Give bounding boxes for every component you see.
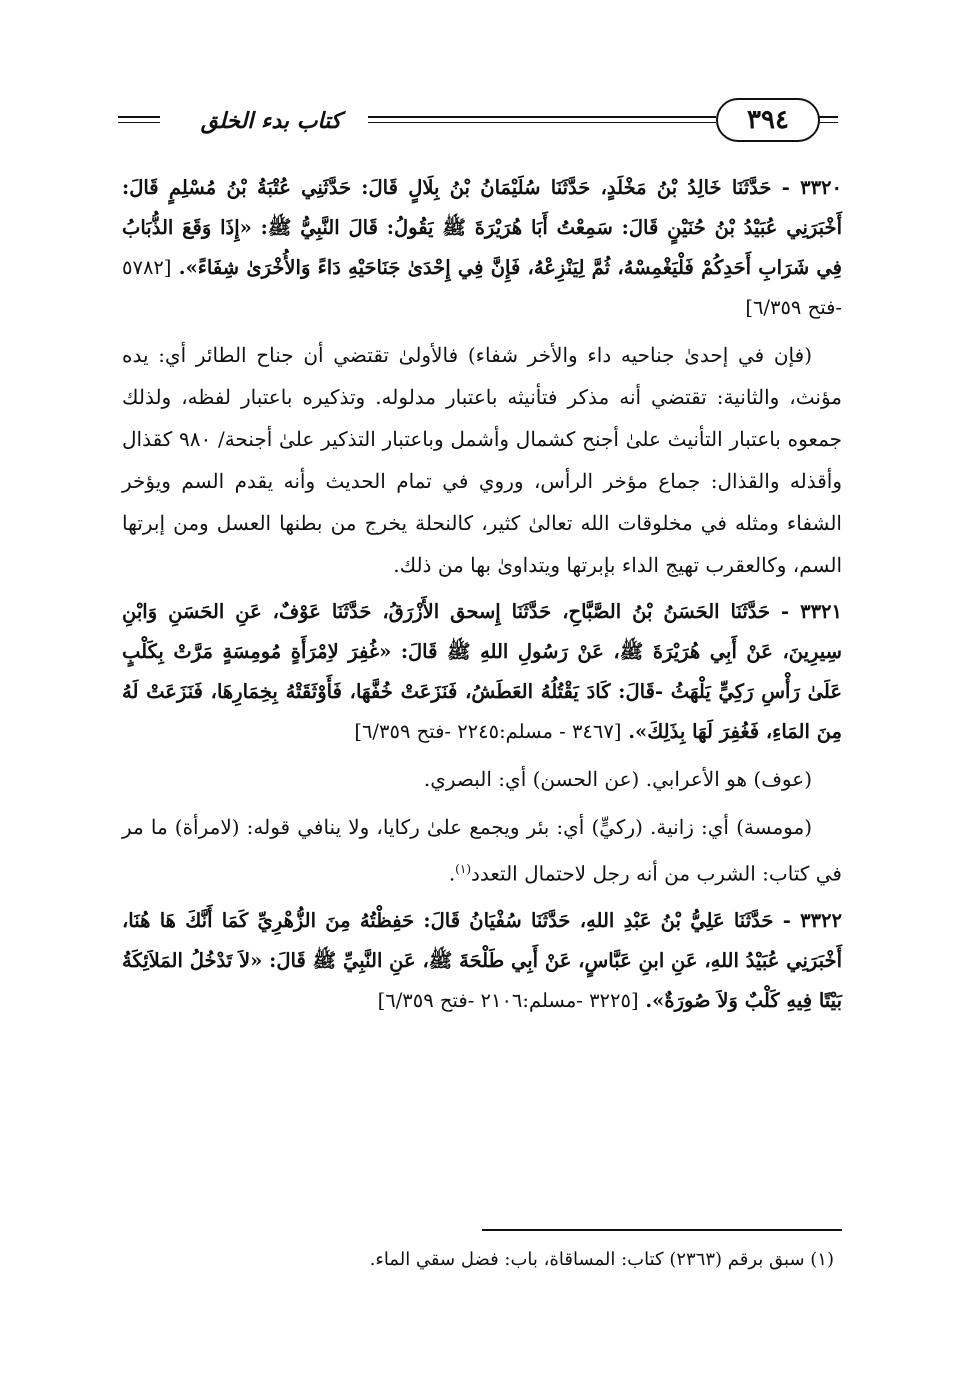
- hadith-3322-reference: [٣٢٢٥ -مسلم:٢١٠٦ -فتح ٦/٣٥٩]: [377, 988, 639, 1012]
- running-header: [118, 96, 838, 148]
- header-rule-middle-bottom: [368, 122, 716, 123]
- page-body: [122, 168, 842, 1027]
- page-number: ٣٩٤: [716, 98, 820, 142]
- hadith-3322-text: ٣٣٢٢ - حَدَّثَنَا عَلِيُّ بْنُ عَبْدِ اللهِ، حَدَّثَنَا سُفْيَانُ قَالَ: حَفِظْتُهُ مِنَ الزُّهْرِيِّ كَمَا أَنَّكَ هَا هُنَا، أَخْبَرَنِي عُبَيْدُ اللهِ، عَنِ ابنِ عَبَّاسٍ، عَنْ أَبِي طَلْحَةَ ﷺ، عَنِ النَّبِيِّ ﷺ قَالَ: «لاَ تَدْخُلُ المَلاَئِكَةُ بَيْتًا فِيهِ كَلْبٌ وَلاَ صُورَةٌ».: [122, 908, 842, 1012]
- hadith-3320-reference: [٥٧٨٢ -فتح ٦/٣٥٩]: [122, 256, 842, 319]
- hadith-3321-text: ٣٣٢١ - حَدَّثَنَا الحَسَنُ بْنُ الصَّبَّاحِ، حَدَّثَنَا إِسحق الأَزْرَقُ، حَدَّثَنَا عَوْفٌ، عَنِ الحَسَنِ وَابْنِ سِيرِينَ، عَنْ أَبِي هُرَيْرَةَ ﷺ، عَنْ رَسُولِ اللهِ ﷺ قَالَ: «غُفِرَ لاِمْرَأَةٍ مُومِسَةٍ مَرَّتْ بِكَلْبٍ عَلَىٰ رَأْسِ رَكِيٍّ يَلْهَثُ -قَالَ: كَادَ يَقْتُلُهُ العَطَشُ، فَنَزَعَتْ خُفَّهَا، فَأَوْثَقَتْهُ بِخِمَارِهَا، فَنَزَعَتْ لَهُ مِنَ المَاءِ، فَغُفِرَ لَهَا بِذَلِكَ».: [122, 600, 842, 743]
- commentary-3321-b: (مومسة) أي: زانية. (ركيٍّ) أي: بئر ويجمع علىٰ ركايا، ولا ينافي قوله: (لامرأة) ما مر في كتاب: الشرب من أنه رجل لاحتمال التعدد$^{(١)}$.: [122, 815, 842, 886]
- hadith-3322: [122, 901, 842, 1021]
- header-rule-left-bottom: [118, 122, 160, 123]
- commentary-3321-a: (عوف) هو الأعرابي. (عن الحسن) أي: البصري.: [423, 767, 812, 791]
- footnote-marker: (١): [455, 862, 471, 876]
- header-rule-left-top: [118, 116, 160, 118]
- header-rule-middle-top: [368, 116, 716, 118]
- hadith-3321-reference: [٣٤٦٧ - مسلم:٢٢٤٥ -فتح ٦/٣٥٩]: [354, 720, 622, 743]
- commentary-3321-b-text: (مومسة) أي: زانية. (ركيٍّ) أي: بئر ويجمع علىٰ ركايا، ولا ينافي قوله: (لامرأة) ما مر في كتاب: الشرب من أنه رجل لاحتمال التعدد: [122, 815, 842, 886]
- hadith-3321: [122, 592, 842, 752]
- footnote-separator: [482, 1229, 842, 1231]
- book-title: كتاب بدء الخلق: [186, 108, 356, 134]
- footnote: (١) سبق برقم (٢٣٦٣) كتاب: المساقاة، باب: فضل سقي الماء.: [369, 1249, 834, 1270]
- hadith-3320: [122, 168, 842, 328]
- hadith-3320-text: ٣٣٢٠ - حَدَّثَنَا خَالِدُ بْنُ مَخْلَدٍ، حَدَّثَنَا سُلَيْمَانُ بْنُ بِلَالٍ قَالَ: حَدَّثَنِي عُتْبَةُ بْنُ مُسْلِمٍ قَالَ: أَخْبَرَنِي عُبَيْدُ بْنُ حُنَيْنٍ قَالَ: سَمِعْتُ أَبَا هُرَيْرَةَ ﷺ يَقُولُ: قَالَ النَّبِيُّ ﷺ: «إِذَا وَقَعَ الذُّبَابُ فِي شَرَابِ أَحَدِكُمْ فَلْيَغْمِسْهُ، ثُمَّ لِيَنْزِعْهُ، فَإِنَّ فِي إِحْدَىٰ جَنَاحَيْهِ دَاءً وَالأُخْرَىٰ شِفَاءً».: [122, 176, 842, 279]
- commentary-3320: (فإن في إحدىٰ جناحيه داء والأخر شفاء) فالأولىٰ تقتضي أن جناح الطائر أي: يده مؤنث، والثانية: تقتضي أنه مذكر فتأنيثه باعتبار مدلوله. وتذكيره باعتبار لفظه، ولذلك جمعوه باعتبار التأنيث علىٰ أجنح كشمال وأشمل وباعتبار التذكير علىٰ أجنحة/ ٩٨٠ كقذال وأقذله والقذال: جماع مؤخر الرأس، وروي في تمام الحديث وأنه يقدم السم ويؤخر الشفاء ومثله في مخلوقات الله تعالىٰ كثير، كالنحلة يخرج من بطنها العسل ومن إبرتها السم، وكالعقرب تهيج الداء بإبرتها ويتداوىٰ بها من ذلك.: [122, 343, 842, 577]
